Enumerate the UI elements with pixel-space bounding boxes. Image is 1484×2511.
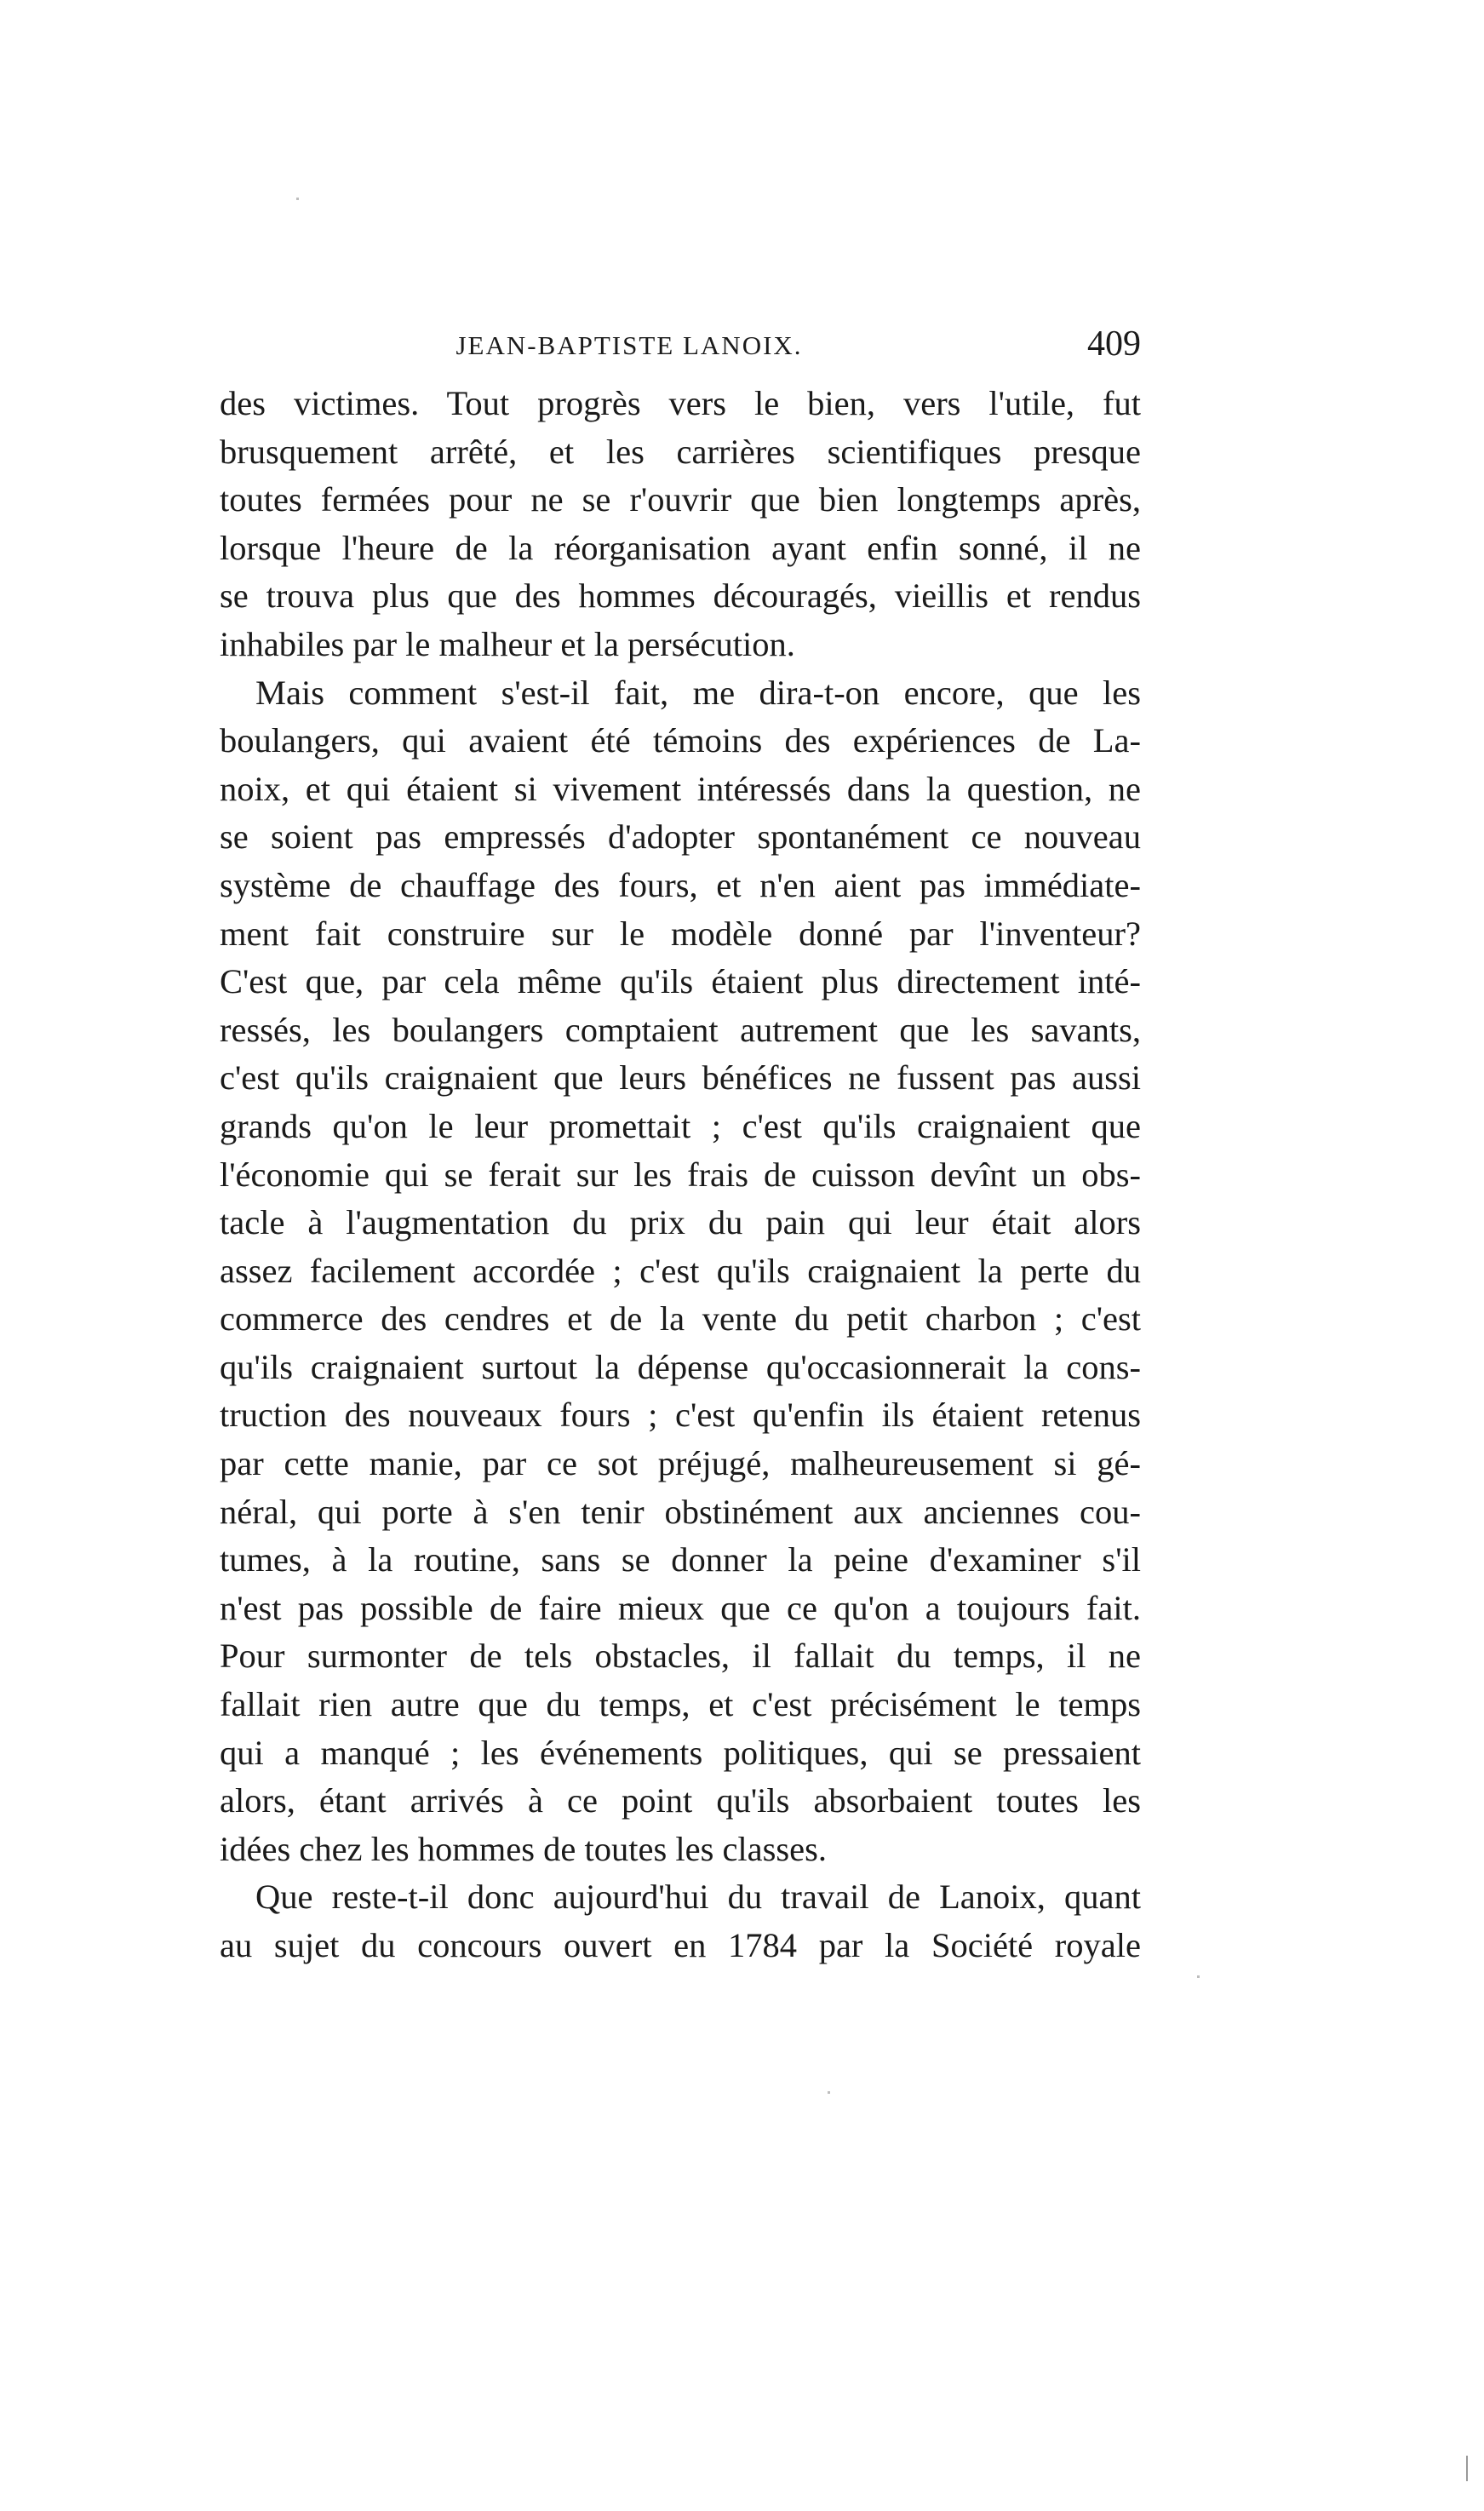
text-line: des victimes. Tout progrès vers le bien, vers l'utile, fut — [220, 384, 1141, 422]
text-line: brusquement arrêté, et les carrières scientifiques presque — [220, 432, 1141, 471]
page-number: 409 — [1087, 324, 1141, 364]
text-line: se trouva plus que des hommes découragés, vieillis et rendus — [220, 576, 1141, 616]
text-line: alors, étant arrivés à ce point qu'ils absorbaient toutes les — [220, 1781, 1141, 1820]
text-line: truction des nouveaux fours ; c'est qu'enfin ils étaient retenus — [220, 1396, 1141, 1435]
text-line: Pour surmonter de tels obstacles, il fallait du temps, il ne — [220, 1637, 1141, 1676]
text-line: par cette manie, par ce sot préjugé, malheureusement si gé- — [220, 1444, 1141, 1483]
text-line: assez facilement accordée ; c'est qu'ils craignaient la perte du — [220, 1251, 1141, 1290]
text-line: l'économie qui se ferait sur les frais de cuisson devînt un obs- — [220, 1155, 1141, 1194]
paragraph-1 — [220, 380, 1141, 669]
scan-speck — [1466, 2456, 1468, 2481]
text-line: ment fait construire sur le modèle donné par l'inventeur? — [220, 914, 1141, 953]
text-line: néral, qui porte à s'en tenir obstinément aux anciennes cou- — [220, 1492, 1141, 1531]
text-line: boulangers, qui avaient été témoins des expériences de La- — [220, 721, 1141, 760]
paragraph-3 — [220, 1873, 1141, 1969]
text-line: se soient pas empressés d'adopter spontanément ce nouveau — [220, 817, 1141, 857]
text-line: n'est pas possible de faire mieux que ce qu'on a toujours fait. — [220, 1588, 1141, 1627]
text-line: noix, et qui étaient si vivement intéressés dans la question, ne — [220, 769, 1141, 808]
text-line: tacle à l'augmentation du prix du pain qui leur était alors — [220, 1203, 1141, 1242]
running-head — [220, 324, 1141, 375]
text-line: ressés, les boulangers comptaient autrement que les savants, — [220, 1010, 1141, 1049]
text-line: c'est qu'ils craignaient que leurs bénéfices ne fussent pas aussi — [220, 1058, 1141, 1098]
text-line: qu'ils craignaient surtout la dépense qu'occasionnerait la cons- — [220, 1347, 1141, 1386]
scan-speck — [828, 2091, 830, 2094]
text-line: idées chez les hommes de toutes les classes. — [220, 1829, 828, 1868]
scan-speck — [296, 198, 299, 200]
text-line: qui a manqué ; les événements politiques, qui se pressaient — [220, 1733, 1141, 1772]
body-text — [220, 380, 1141, 1970]
text-line: toutes fermées pour ne se r'ouvrir que bien longtemps après, — [220, 480, 1141, 519]
paragraph-2 — [220, 669, 1141, 1874]
text-line: C'est que, par cela même qu'ils étaient plus directement inté- — [220, 962, 1141, 1001]
text-line: système de chauffage des fours, et n'en aient pas immédiate- — [220, 865, 1141, 904]
scan-speck — [1197, 1975, 1200, 1978]
text-line: inhabiles par le malheur et la persécution. — [220, 624, 795, 663]
text-line: Que reste-t-il donc aujourd'hui du travail de Lanoix, quant — [255, 1878, 1141, 1917]
text-line: Mais comment s'est-il fait, me dira-t-on encore, que les — [255, 673, 1141, 712]
text-line: lorsque l'heure de la réorganisation ayant enfin sonné, il ne — [220, 528, 1141, 567]
text-line: grands qu'on le leur promettait ; c'est qu'ils craignaient que — [220, 1106, 1141, 1145]
text-line: au sujet du concours ouvert en 1784 par la Société royale — [220, 1926, 1141, 1964]
text-line: fallait rien autre que du temps, et c'est précisément le temps — [220, 1685, 1141, 1724]
text-line: commerce des cendres et de la vente du petit charbon ; c'est — [220, 1299, 1141, 1339]
running-title: JEAN-BAPTISTE LANOIX. — [456, 330, 803, 360]
text-line: tumes, à la routine, sans se donner la peine d'examiner s'il — [220, 1540, 1141, 1579]
